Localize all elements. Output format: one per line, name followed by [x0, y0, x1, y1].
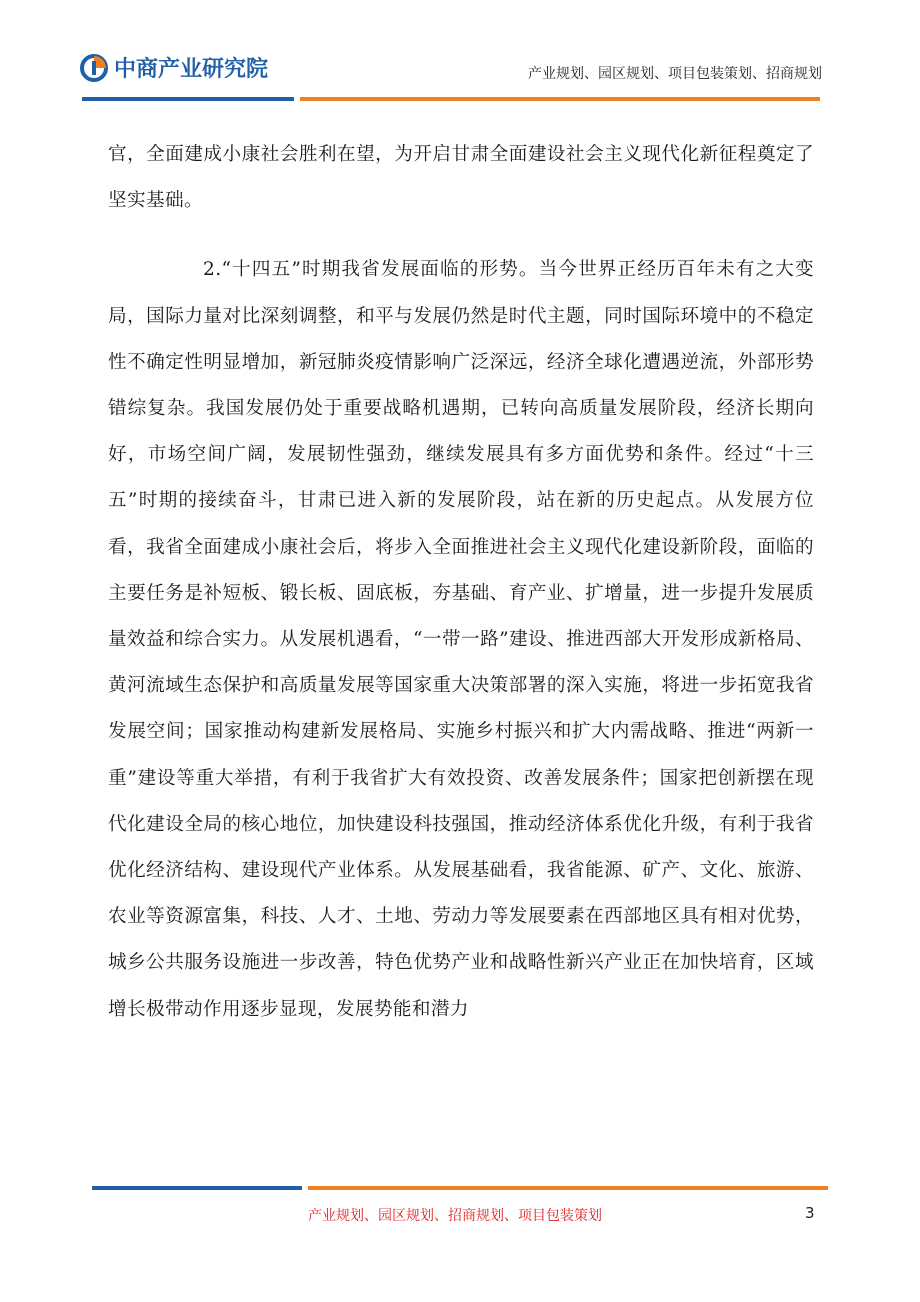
header-rule-orange — [300, 97, 820, 101]
header-rule-blue — [82, 97, 294, 101]
header-slogan: 产业规划、园区规划、项目包装策划、招商规划 — [528, 66, 822, 82]
page-header — [0, 0, 920, 110]
zhongshang-logo-icon — [80, 54, 108, 82]
paragraph-continuation: 官，全面建成小康社会胜利在望，为开启甘肃全面建设社会主义现代化新征程奠定了坚实基础。 — [108, 144, 814, 212]
footer-slogan: 产业规划、园区规划、招商规划、项目包装策划 — [308, 1208, 602, 1224]
page-number: 3 — [805, 1204, 815, 1222]
logo-text: 中商产业研究院 — [114, 57, 269, 82]
footer-rule-blue — [92, 1186, 302, 1190]
paragraph-section-2: 2.“十四五”时期我省发展面临的形势。当今世界正经历百年未有之大变局，国际力量对比深刻调整，和平与发展仍然是时代主题，同时国际环境中的不稳定性不确定性明显增加，新冠肺炎疫情影响广泛深远，经济全球化遭遇逆流，外部形势错综复杂。我国发展仍处于重要战略机遇期，已转向高质量发展阶段，经济长期向好，市场空间广阔，发展韧性强劲，继续发展具有多方面优势和条件。经过“十三五”时期的接续奋斗，甘肃已进入新的发展阶段，站在新的历史起点。从发展方位看，我省全面建成小康社会后，将步入全面推进社会主义现代化建设新阶段，面临的主要任务是补短板、锻长板、固底板，夯基础、育产业、扩增量，进一步提升发展质量效益和综合实力。从发展机遇看，“一带一路”建设、推进西部大开发形成新格局、黄河流域生态保护和高质量发展等国家重大决策部署的深入实施，将进一步拓宽我省发展空间；国家推动构建新发展格局、实施乡村振兴和扩大内需战略、推进“两新一重”建设等重大举措，有利于我省扩大有效投资、改善发展条件；国家把创新摆在现代化建设全局的核心地位，加快建设科技强国，推动经济体系优化升级，有利于我省优化经济结构、建设现代产业体系。从发展基础看，我省能源、矿产、文化、旅游、农业等资源富集，科技、人才、土地、劳动力等发展要素在西部地区具有相对优势，城乡公共服务设施进一步改善，特色优势产业和战略性新兴产业正在加快培育，区域增长极带动作用逐步显现，发展势能和潜力 — [108, 259, 814, 1020]
logo — [80, 52, 268, 83]
footer-rule-orange — [308, 1186, 828, 1190]
document-body — [108, 132, 814, 1033]
